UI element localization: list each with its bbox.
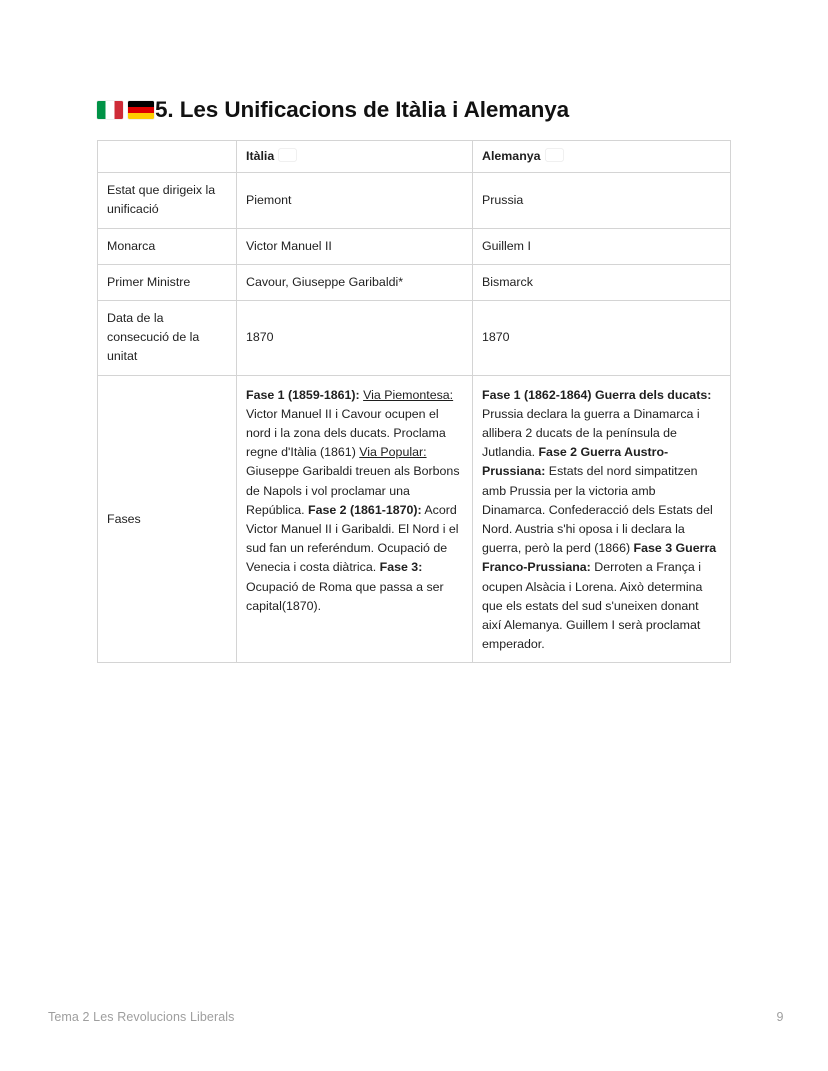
cell-germany-prime-minister: Bismarck	[473, 264, 731, 300]
flag-italy-icon	[97, 101, 123, 119]
row-label-leading-state: Estat que dirigeix la unificació	[98, 173, 237, 228]
cell-italy-monarch: Victor Manuel II	[237, 228, 473, 264]
header-germany-label: Alemanya	[482, 149, 541, 163]
table-row	[98, 173, 731, 228]
cell-germany-phases: Fase 1 (1862-1864) Guerra dels ducats: Prussia declara la guerra a Dinamarca i allibera 2 ducats de la península de Jutlandia. Fase 2 Guerra Austro-Prussiana: Estats del nord simpatitzen amb Prussia per la victoria amb Dinamarca. Confederacció dels Estats del Nord. Austria s'hi oposa i li declara la guerra, però la perd (1866) Fase 3 Guerra Franco-Prussiana: Derroten a França i ocupen Alsàcia i Lorena. Això determina que els estats del sud s'uneixen donant així Alemanya. Guillem I serà proclamat emperador.	[473, 375, 731, 663]
cell-italy-phases: Fase 1 (1859-1861): Via Piemontesa: Victor Manuel II i Cavour ocupen el nord i la zona dels ducats. Proclama regne d'Itàlia (1861) Via Popular: Giuseppe Garibaldi treuen als Borbons de Napols i vol proclamar una República. Fase 2 (1861-1870): Acord Victor Manuel II i Garibaldi. El Nord i el sud fan un referéndum. Ocupació de Venecia i costa diàtrica. Fase 3: Ocupació de Roma que passa a ser capital(1870).	[237, 375, 473, 663]
cell-italy-unification-date: 1870	[237, 301, 473, 376]
flag-germany-icon	[546, 149, 563, 161]
table-row	[98, 228, 731, 264]
footer-chapter-label: Tema 2 Les Revolucions Liberals	[48, 1010, 235, 1024]
unification-comparison-table	[97, 140, 731, 663]
table-header-row	[98, 141, 731, 173]
row-label-monarch: Monarca	[98, 228, 237, 264]
title-flags	[97, 97, 155, 122]
row-label-prime-minister: Primer Ministre	[98, 264, 237, 300]
table-row	[98, 264, 731, 300]
header-italy-label: Itàlia	[246, 149, 275, 163]
page-title	[97, 95, 757, 125]
cell-germany-leading-state: Prussia	[473, 173, 731, 228]
header-cell-italy	[237, 141, 473, 173]
footer-page-number: 9	[776, 1010, 784, 1024]
cell-italy-leading-state: Piemont	[237, 173, 473, 228]
row-label-phases: Fases	[98, 375, 237, 663]
header-cell-blank	[98, 141, 237, 173]
cell-italy-prime-minister: Cavour, Giuseppe Garibaldi*	[237, 264, 473, 300]
flag-germany-icon	[128, 101, 154, 119]
cell-germany-monarch: Guillem I	[473, 228, 731, 264]
flag-italy-icon	[279, 149, 296, 161]
row-label-unification-date: Data de la consecució de la unitat	[98, 301, 237, 376]
page-footer	[0, 1010, 828, 1030]
header-cell-germany	[473, 141, 731, 173]
page-title-text: 5. Les Unificacions de Itàlia i Alemanya	[155, 97, 570, 122]
table-row	[98, 301, 731, 376]
table-row-phases	[98, 375, 731, 663]
cell-germany-unification-date: 1870	[473, 301, 731, 376]
